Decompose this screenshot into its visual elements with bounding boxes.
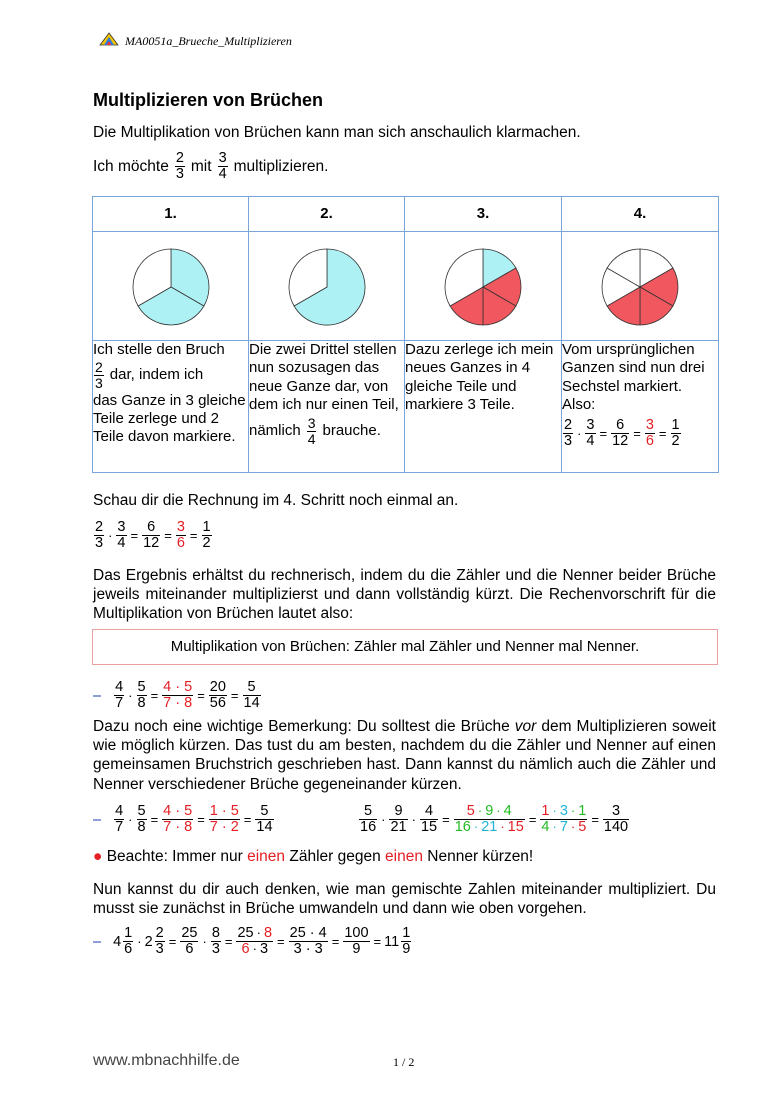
rule-box: Multiplikation von Brüchen: Zähler mal Zähler und Nenner mal Nenner. xyxy=(92,629,718,665)
dash-marker: – xyxy=(93,687,102,704)
step-header-4: 4. xyxy=(562,197,719,232)
pie-step-4 xyxy=(562,232,719,341)
example-2: – 4 7 · $\frac{5}{8}$ = $\frac{4 \cdot 5}{7 \cdot 8}$ = $\frac{1 \cdot 5}{7 \cdot 2}$ = $\frac{5}{14}$ xyxy=(93,803,273,836)
pie-step-2 xyxy=(249,232,405,341)
example-4: – 4 1 6 · 2 $\frac{2}{3}$ = $\frac{25}{6}$ · $\frac{8}{3}$ = $\frac{25 \cdot 8}{6 \cdot 3}$ = $\frac{25 \cdot 4}{3 \cdot 3}$ = $\frac{100}{9}$ = 11 1 9 xyxy=(93,925,411,958)
pie-step-1 xyxy=(93,232,249,341)
intro-text: Die Multiplikation von Brüchen kann man sich anschaulich klarmachen. xyxy=(93,124,581,141)
pie-step-3 xyxy=(405,232,562,341)
mixed-numbers-paragraph: Nun kannst du dir auch denken, wie man gemischte Zahlen miteinander multipliziert. Du musst sie zunächst in Brüche umwandeln und dann wie oben vorgehen. xyxy=(93,881,716,918)
page-title: Multiplizieren von Brüchen xyxy=(93,90,324,110)
remark-paragraph: Dazu noch eine wichtige Bemerkung: Du solltest die Brüche vor dem Multiplizieren soweit wie möglich kürzen. Das tust du am besten, nachdem du die Zähler und Nenner auf einen gemeinsamen Bruchstrich geschrieben hast. Dann kannst du nämlich auch die Zähler und Nenner verschiedener Brüche gegeneinander kürzen. xyxy=(93,718,716,793)
note-line: ● Beachte: Immer nur einen Zähler gegen einen Nenner kürzen! xyxy=(93,848,534,865)
dash-marker: – xyxy=(93,933,102,950)
step-text-3: Dazu zerlege ich mein neues Ganzes in 4 gleiche Teile und markiere 3 Teile. xyxy=(405,341,562,473)
step-text-1: Ich stelle den Bruch 2 3 dar, indem ich das Ganze in 3 gleiche Teile zerlege und 2 Teile davon markiere. xyxy=(93,341,249,473)
pie-two-thirds-icon xyxy=(282,242,372,332)
dash-marker: – xyxy=(93,811,102,828)
logo-icon xyxy=(99,32,119,51)
step-header-3: 3. xyxy=(405,197,562,232)
steps-table xyxy=(92,196,719,473)
bullet-icon: ● xyxy=(93,848,103,865)
review-text: Schau dir die Rechnung im 4. Schritt noch einmal an. xyxy=(93,492,459,509)
pie-thirds-icon xyxy=(126,242,216,332)
step-header-2: 2. xyxy=(249,197,405,232)
pie-sixths-icon xyxy=(595,242,685,332)
step-text-2: Die zwei Drittel stellen nun sozusagen das neue Ganze dar, von dem ich nur einen Teil, nämlich 3 4 brauche. xyxy=(249,341,405,473)
want-sentence: Ich möchte 2 3 mit 3 4 multiplizieren. xyxy=(93,150,329,183)
step4-calculation: 2 3 · $\frac{3}{4}$ = $\frac{6}{12}$ = $\frac{3}{6}$ = $\frac{1}{2}$ xyxy=(564,417,680,450)
example-1: – 4 7 · $\frac{5}{8}$ = $\frac{4 \cdot 5}{7 \cdot 8}$ = $\frac{20}{56}$ = $\frac{5}{14}$ xyxy=(93,679,260,712)
step-text-4: Vom ursprünglichen Ganzen sind nun drei Sechstel markiert. Also: 2 3 · $\frac{3}{4}$ = $\frac{6}{12}$ = $\frac{3}{6}$ = $\frac{1}{2}$ xyxy=(562,341,719,473)
page-number: 1 / 2 xyxy=(393,1055,415,1069)
explanation-paragraph: Das Ergebnis erhältst du rechnerisch, indem du die Zähler und die Nenner beider Brüche jeweils miteinander multiplizierst und dann vollständig kürzt. Die Rechenvorschrift für die Multiplikation von Brüchen lautet also: xyxy=(93,567,716,623)
review-calculation: 2 3 · $\frac{3}{4}$ = $\frac{6}{12}$ = $\frac{3}{6}$ = $\frac{1}{2}$ xyxy=(95,519,211,552)
footer-website: www.mbnachhilfe.de xyxy=(93,1052,240,1069)
example-3: 5 16 · 9 21 · $\frac{4}{15}$ = $\frac{5 \cdot 9 \cdot 4}{16 \cdot 21 \cdot 15}$ = $\frac{1 \cdot 3 \cdot 1}{4 \cdot 7 \cdot 5}$ = $\frac{3}{140}$ xyxy=(360,803,629,836)
pie-quarters-icon xyxy=(438,242,528,332)
step-header-1: 1. xyxy=(93,197,249,232)
document-code: MA0051a_Brueche_Multiplizieren xyxy=(125,34,292,48)
